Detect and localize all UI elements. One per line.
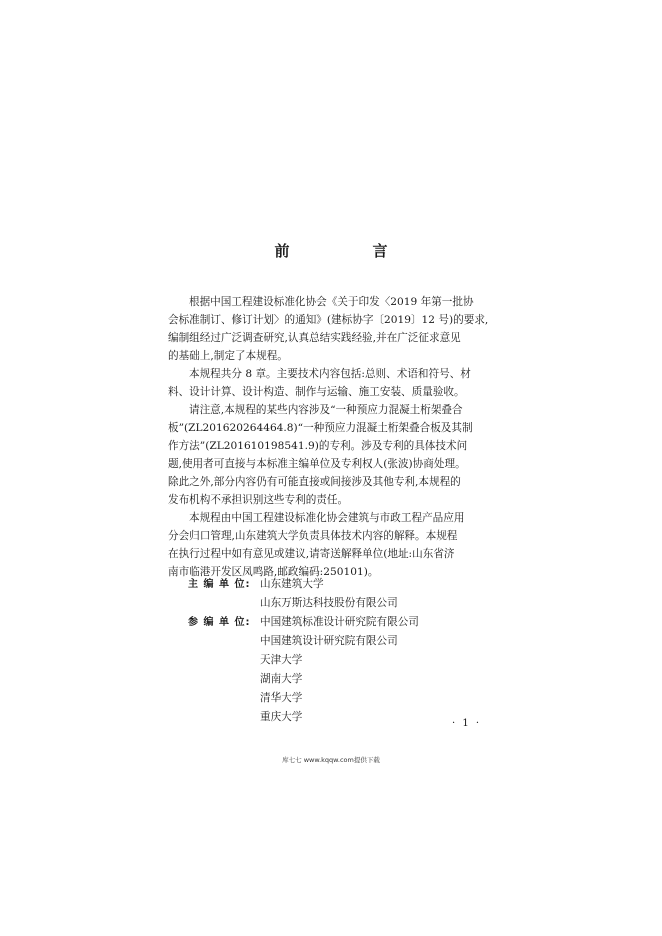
text-line: 发布机构不承担识别这些专利的责任。 <box>168 494 349 506</box>
participating-editor-row <box>188 708 419 727</box>
participating-editor-row <box>188 651 419 670</box>
editors-list <box>188 575 419 727</box>
paragraph-1 <box>168 293 498 365</box>
chief-editor-name: 山东建筑大学 <box>260 578 324 590</box>
participating-editor-name: 中国建筑标准设计研究院有限公司 <box>260 616 419 628</box>
page-number: · 1 · <box>452 718 482 729</box>
paragraph-4 <box>168 509 498 581</box>
participating-editor-row <box>188 613 419 632</box>
chief-editor-name: 山东万斯达科技股份有限公司 <box>260 597 398 609</box>
participating-editor-name: 中国建筑设计研究院有限公司 <box>260 635 398 647</box>
download-footer: 库七七 www.kqqw.com提供下载 <box>282 756 380 764</box>
participating-editor-row <box>188 670 419 689</box>
participating-editor-row <box>188 632 419 651</box>
participating-editor-name: 清华大学 <box>260 692 303 704</box>
text-line: 本规程由中国工程建设标准化协会建筑与市政工程产品应用 <box>189 512 465 524</box>
text-line: 的基础上,制定了本规程。 <box>168 350 288 362</box>
participating-editor-name: 重庆大学 <box>260 711 303 723</box>
text-line: 编制组经过广泛调查研究,认真总结实践经验,并在广泛征求意见 <box>168 332 461 344</box>
text-line: 请注意,本规程的某些内容涉及“一种预应力混凝土桁架叠合 <box>189 404 463 416</box>
participating-editor-label: 参 编 单 位: <box>188 617 251 628</box>
text-line: 本规程共分 8 章。主要技术内容包括:总则、术语和符号、材 <box>189 368 471 380</box>
text-line: 除此之外,部分内容仍有可能直接或间接涉及其他专利,本规程的 <box>168 476 461 488</box>
participating-editor-row <box>188 689 419 708</box>
preface-body <box>168 293 498 581</box>
chief-editor-row <box>188 594 419 613</box>
text-line: 板”(ZL201620264464.8)“一种预应力混凝土桁架叠合板及其制 <box>168 422 473 434</box>
participating-editor-name: 天津大学 <box>260 654 303 666</box>
chief-editor-label: 主 编 单 位: <box>188 579 251 590</box>
text-line: 会标准制订、修订计划〉的通知》(建标协字〔2019〕12 号)的要求, <box>168 314 489 326</box>
chief-editor-row <box>188 575 419 594</box>
text-line: 题,使用者可直接与本标准主编单位及专利权人(张波)协商处理。 <box>168 458 466 470</box>
text-line: 在执行过程中如有意见或建议,请寄送解释单位(地址:山东省济 <box>168 548 455 560</box>
paragraph-3 <box>168 401 498 509</box>
participating-editor-name: 湖南大学 <box>260 673 303 685</box>
text-line: 作方法”(ZL201610198541.9)的专利。涉及专利的具体技术问 <box>168 440 468 452</box>
paragraph-2 <box>168 365 498 401</box>
page-title: 前 言 <box>274 242 422 260</box>
text-line: 料、设计计算、设计构造、制作与运输、施工安装、质量验收。 <box>168 386 465 398</box>
text-line: 根据中国工程建设标准化协会《关于印发〈2019 年第一批协 <box>189 296 474 308</box>
text-line: 分会归口管理,山东建筑大学负责具体技术内容的解释。本规程 <box>168 530 458 542</box>
text-line: 南市临港开发区凤鸣路,邮政编码:250101)。 <box>168 566 379 578</box>
